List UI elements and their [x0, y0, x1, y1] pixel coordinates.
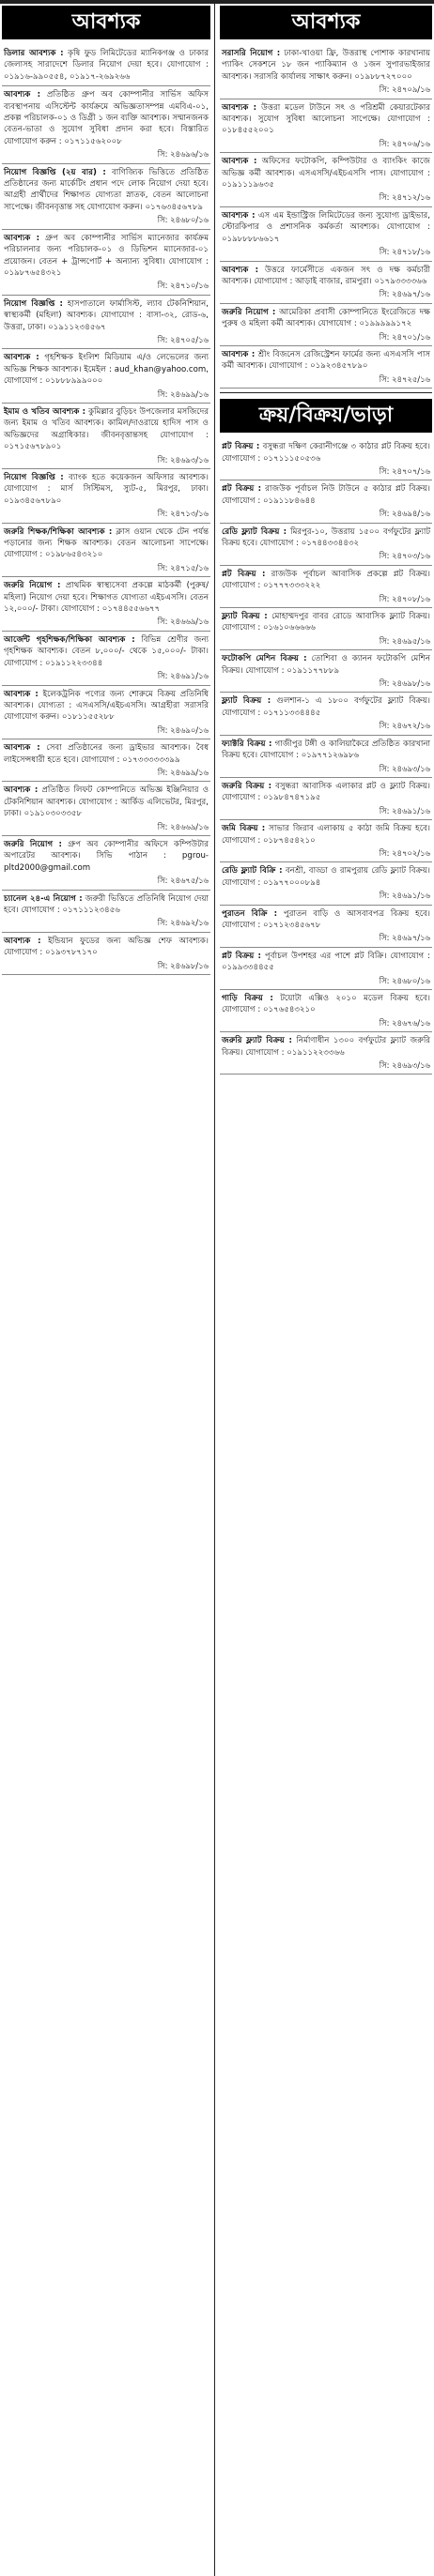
- ad-heading: প্লট বিক্রয় :: [222, 484, 262, 495]
- ad-code: সি: ২৪৬৯৪/১৬: [379, 509, 430, 519]
- ad-heading: নিয়োগ বিজ্ঞপ্তি :: [4, 298, 63, 309]
- ad-code: সি: ২৪৭১২/১৬: [379, 192, 430, 203]
- ad-body: উত্তরা মডেল টাউনে সৎ ও পরিশ্রমী কেয়ারটেকার আবশ্যক। সুযোগ সুবিধা আলোচনা সাপেক্ষে। যোগাযোগ : ০১৮৪৫৫২০০১: [222, 102, 431, 136]
- ad-code: সি: ২৪৬৯৬/১৬: [157, 149, 209, 160]
- classified-ad: [2, 782, 210, 836]
- classified-ad: [220, 346, 432, 389]
- classified-ad: [2, 230, 210, 296]
- ad-body: গাজীপুর টঙ্গী ও কালিয়াকৈরে প্রতিষ্ঠিত কারখানা বিক্রয় হবে। যোগাযোগ : ০১৯৭৭১২৬৯৮৬: [222, 739, 430, 761]
- ad-code: সি: ২৪৭০৯/১৬: [379, 84, 430, 95]
- left-section-header: আবশ্যক: [2, 6, 210, 39]
- classified-ad: [2, 45, 210, 86]
- ad-heading: আবশ্যক :: [222, 210, 256, 221]
- ad-body: বিভিন্ন শ্রেণীর জন্য গৃহশিক্ষক আবশ্যক। বেতন ৮,০০০/- থেকে ১৫,০০০/- টাকা। যোগাযোগ : ০১৯১১২২৩৩৪৪: [4, 634, 209, 668]
- ad-heading: গাড়ি বিক্রয় :: [222, 994, 273, 1003]
- ad-code: সি: ২৪৭০৩/১৬: [379, 551, 430, 561]
- classified-ad: [220, 608, 432, 650]
- ad-code: সি: ২৪৬৭২/১৬: [379, 721, 430, 731]
- ad-heading: পুরাতন বিক্রি :: [222, 908, 278, 919]
- ad-heading: আবশ্যক :: [222, 157, 257, 167]
- classified-ad: [220, 906, 432, 948]
- ad-body: ইন্ডিয়ান ফুডের জন্য অভিজ্ঞ শেফ আবশ্যক। যোগাযোগ : ০১৯৩৭৮৭১৭০: [4, 936, 209, 958]
- ad-heading: আবশ্যক :: [222, 349, 256, 359]
- classified-ad: [220, 99, 432, 154]
- ad-body: রাজউক পূর্বাচল নিউ টাউনে ৫ কাঠার প্লট বিক্রয়। যোগাযোগ : ০১৯১১৮৪৬৪৪: [222, 484, 430, 506]
- ad-code: সি: ২৪৭০২/১৬: [379, 847, 430, 858]
- ad-code: সি: ২৪৬৭৫/১৬: [157, 876, 209, 886]
- ad-heading: জরুরি বিক্রয় :: [222, 781, 272, 791]
- ad-code: সি: ২৪৬৬৯/১৬: [157, 821, 209, 831]
- ad-body: ইলেকট্রনিক পণ্যের জন্য শোরুমে বিক্রয় প্রতিনিধি আবশ্যক। যোগ্যতা : এসএসসি/এইচএসসি। আগ্রহীরা সরাসরি যোগাযোগ করুন। ০১৮১১৫৫২৮৮: [4, 689, 209, 723]
- classified-ad: [2, 86, 210, 163]
- ad-code: সি: ২৪৭১০/১৬: [157, 281, 209, 291]
- ad-code: সি: ২৪৬৭৬/১৬: [379, 1017, 430, 1028]
- classified-ad: [2, 632, 210, 686]
- classified-ad: [2, 836, 210, 891]
- ad-heading: আবশ্যক :: [4, 689, 39, 699]
- ad-heading: আবশ্যক :: [4, 353, 39, 363]
- ad-heading: আর্জেন্ট গৃহশিক্ষক/শিক্ষিকা আবশ্যক :: [4, 634, 135, 645]
- ad-heading: জরুরি নিয়োগ :: [4, 839, 62, 849]
- ad-body: বসুন্ধরা দক্ষিণ কেরানীগঞ্জে ৩ কাঠার প্লট বিক্রয় হবে। যোগাযোগ : ০১৭১১১৫০৫৩৬: [222, 442, 430, 464]
- right-bottom-ads-list: [220, 438, 432, 1075]
- ad-code: সি: ২৪৭১৩/১৬: [157, 509, 209, 519]
- classified-ad: [2, 686, 210, 740]
- ad-body: বসুন্ধরা আবাসিক এলাকার প্লট ও ফ্ল্যাট বিক্রয়। যোগাযোগ : ০১৯৮৪৭৪৭১৯৫: [222, 781, 431, 803]
- ad-code: সি: ২৪৬৯৮/১৬: [379, 678, 430, 689]
- ad-heading: আবশ্যক :: [222, 265, 259, 275]
- ad-body: ঢাকা-খাওয়া ফ্রি, উত্তরাস্থ পোশাক কারখানায় প্যাকিং সেকশনে ১৮ জন প্যাকিম্যান ও ১জন সুপারভাইজার আবশ্যক। সরাসরি কার্যালয় সাক্ষাৎ করুন। ০১৯৮৮৭২৭০০০: [222, 49, 431, 82]
- right-section-header-top: আবশ্যক: [220, 6, 432, 39]
- right-section-header-mid: ক্রয়/বিক্রয়/ভাড়া: [220, 399, 432, 433]
- classified-ad: [220, 650, 432, 693]
- classified-ad: [220, 862, 432, 905]
- ad-body: গৃহশিক্ষক ইংলিশ মিডিয়াম এ/ও লেভেলের জন্য অভিজ্ঞ শিক্ষক আবশ্যক। ইমেইল : aud_khan@yahoo.com, যোগাযোগ : ০১৮৮৮৯৯৯০০০: [4, 353, 209, 387]
- ad-code: সি: ২৪৬৯১/১৬: [379, 891, 430, 901]
- classified-ad: [220, 207, 432, 262]
- ad-body: হাসপাতালে ফার্মাসিস্ট, ল্যাব টেকনিশিয়ান, স্বাস্থ্যকর্মী (মহিলা) আবশ্যক। যোগাযোগ : বাসা-৩২, রোড-৬, উত্তরা, ঢাকা। ০১৯১১২৩৪৫৬৭: [4, 298, 209, 332]
- ad-body: প্রতিষ্ঠিত গ্রুপ অব কোম্পানীর সার্ভিস অফিস ব্যবস্থাপনায় এসিস্টেন্ট কার্যক্রমে অভিজ্ঞতাসম্পন্ন এমবিএ-০১, প্রকল্প পরিচালক-০১ ও ডিগ্রী ১ জন ব্যক্তি আবশ্যক। সম্মানজনক বেতন-ভাতা ও সুযোগ সুবিধা প্রদান করা হবে। বিস্তারিত যোগাযোগ করুন : ০১৭১১৫৬২০০৮: [4, 90, 209, 146]
- classified-ad: [220, 948, 432, 990]
- ad-code: সি: ২৪৬৯০/১৬: [157, 724, 209, 735]
- ad-code: সি: ২৪৭০৭/১৬: [379, 465, 430, 476]
- classified-ad: [2, 577, 210, 632]
- ad-heading: জরুরি ফ্ল্যাট বিক্রয় :: [222, 1036, 292, 1046]
- classified-ad: [220, 45, 432, 99]
- ad-body: শ্রীং বিজনেস রেজিস্ট্রেশন ফার্মের জন্য এসএসসি পাস কর্মী আবশ্যক। যোগাযোগ : ০১৯২৩৪৫৭৮৯০: [222, 349, 431, 372]
- ad-code: সি: ২৪৭২৫/১৬: [379, 373, 430, 384]
- ad-heading: আবশ্যক :: [4, 743, 40, 754]
- ad-code: সি: ২৪৬৯৫/১৬: [379, 635, 430, 646]
- ad-heading: ফ্ল্যাট বিক্রয় :: [222, 696, 271, 707]
- ad-body: গুলশান-১ এ ১৮০০ বর্গফুটের ফ্ল্যাট বিক্রয়। যোগাযোগ : ০১৭১১৩৩৪৪৪৫: [222, 696, 431, 718]
- ad-body: মোহাম্মদপুর বাবর রোডে আবাসিক ফ্ল্যাট বিক্রয়। যোগাযোগ : ০১৬১০৬৬৬৬৬: [222, 612, 430, 633]
- ad-body: পুরাতন বাড়ি ও আসবাবপত্র বিক্রয় হবে। যোগাযোগ : ০১৭১২৩৪৫৬৭৮: [222, 908, 430, 930]
- ad-heading: জরুরি নিয়োগ :: [222, 307, 276, 317]
- ad-body: গ্রুপ অব কোম্পানীর অফিসে কম্পিউটার অপারেটর আবশ্যক। সিভি পাঠান : pgrou-pltd2000@gmail.com: [4, 839, 209, 873]
- right-top-ads-list: [220, 45, 432, 389]
- ad-body: জরুরী ভিত্তিতে প্রতিনিধি নিয়োগ দেয়া হবে। যোগাযোগ : ০১৭১১১২৩৪৫৬: [4, 893, 209, 915]
- ad-heading: জরুরি নিয়োগ :: [4, 581, 61, 591]
- ad-heading: জরুরি শিক্ষক/শিক্ষিকা আবশ্যক :: [4, 526, 113, 537]
- ad-body: প্রাথমিক স্বাস্থ্যসেবা প্রকল্পে মাঠকর্মী (পুরুষ/মহিলা) নিয়োগ দেয়া হবে। শিক্ষাগত যোগ্যতা এইচএসসি। বেতন ১২,০০০/- টাকা। যোগাযোগ : ০১৭৪৪৫৫৬৬৭৭: [4, 581, 209, 615]
- ad-body: পূর্বাচল উপশহর এর পাশে প্লট বিক্রি। যোগাযোগ : ০১৯৯৩৩৪৪৫৫: [222, 951, 430, 973]
- ad-code: সি: ২৪৭০৫/১৬: [157, 334, 209, 344]
- classified-ad: [220, 480, 432, 523]
- ad-code: সি: ২৪৬৮০/১৬: [379, 975, 430, 985]
- ad-body: নির্মাণাধীন ১৩০০ বর্গফুটের ফ্ল্যাট জরুরি বিক্রয়। যোগাযোগ : ০১৯১১২২৩৩৬৬: [222, 1036, 431, 1058]
- ad-heading: আবশ্যক :: [222, 102, 257, 113]
- ad-heading: প্লট বিক্রয় :: [222, 442, 260, 452]
- right-column: [220, 0, 432, 2576]
- ad-code: সি: ২৪৬৯১/১৬: [379, 805, 430, 815]
- ad-heading: রেডি ফ্ল্যাট বিক্রি :: [222, 866, 283, 876]
- ad-code: সি: ২৪৬৯৩/১৬: [379, 1060, 430, 1071]
- ad-body: এস এম ইন্ডাস্ট্রিজ লিমিটেডের জন্য সুযোগ্য ড্রাইভার, স্টোরকিপার ও প্রশাসনিক কর্মকর্তা আবশ্যক। যোগাযোগ : ০১৯৮৮৮৮৬৬১৭: [222, 210, 431, 244]
- ad-heading: চ্যানেল ২৪-এ নিয়োগ :: [4, 893, 83, 904]
- ad-code: সি: ২৪৬৯৯/১৬: [157, 389, 209, 399]
- ad-heading: আবশ্যক :: [4, 785, 39, 796]
- ad-heading: প্লট বিক্রয় :: [222, 569, 266, 579]
- ad-body: ক্লাস ওয়ান থেকে টেন পর্যন্ত পড়ানোর জন্য শিক্ষক আবশ্যক। বেতন আলোচনা সাপেক্ষে। যোগাযোগ : ০১৯৮৬৫৪৩২১০: [4, 526, 209, 560]
- ad-body: কুমিল্লার বুড়িচং উপজেলার মসজিদের জন্য ইমাম ও খতিব আবশ্যক। কামিল/দাওরায়ে হাদিস পাস ও অভিজ্ঞদের অগ্রাধিকার। জীবনবৃত্তান্তসহ যোগাযোগ : ০১৭১৫৬৭৮৯০১: [4, 406, 209, 452]
- classified-ad: [220, 262, 432, 304]
- ad-heading: সরাসরি নিয়োগ :: [222, 49, 281, 58]
- ad-code: সি: ২৪৬৬৯/১৬: [157, 617, 209, 627]
- ad-code: সি: ২৪৬৯৯/১৬: [157, 767, 209, 777]
- classified-ad: [220, 990, 432, 1032]
- classified-ad: [2, 739, 210, 782]
- ad-heading: ডিলার আবশ্যক :: [4, 49, 64, 58]
- classified-ad: [220, 153, 432, 207]
- ad-body: বনশ্রী, বাড্ডা ও রামপুরায় রেডি ফ্ল্যাট বিক্রয়। যোগাযোগ : ০১৯৭৭০০০৮৯৪: [222, 866, 430, 888]
- ad-code: সি: ২৪৬৯৭/১৬: [379, 933, 430, 943]
- classified-ad: [2, 469, 210, 524]
- ad-code: সি: ২৪৭১৫/১৬: [157, 562, 209, 572]
- ad-body: কৃষি ফুড লিমিটেডের ম্যানিকগঞ্জ ও ঢাকার জেলাসহ সারাদেশে ডিলার নিয়োগ দেয়া হবে। যোগাযোগ : ০১৯১৬-৯৯০৫৫৪, ০১৯১৭-২৬৯২৬৬: [4, 49, 209, 82]
- left-ads-list: [2, 45, 210, 975]
- ad-body: বাণিজ্যিক ভিত্তিতে প্রতিষ্ঠিত প্রতিষ্ঠানের জন্য মার্কেটিং প্রধান পদে লোক নিয়োগ দেয়া হবে। আগ্রহী প্রার্থীদের শিক্ষাগত যোগ্যতা স্নাতক, বেতন আলোচনা সাপেক্ষে। জীবনবৃত্তান্ত সহ যোগাযোগ করুন। ০১৭৬৩৪৫৬৭৮৯: [4, 167, 209, 212]
- classified-ad: [220, 438, 432, 480]
- classified-ad: [220, 1032, 432, 1075]
- ad-code: সি: ২৪৭১৮/১৬: [379, 247, 430, 257]
- ad-code: সি: ২৪৭০১/১৬: [379, 331, 430, 342]
- classified-ad: [220, 524, 432, 566]
- ad-body: প্রতিষ্ঠিত লিফট কোম্পানিতে অভিজ্ঞ ইঞ্জিনিয়ার ও টেকনিশিয়ান আবশ্যক। যোগাযোগ : আর্কিড এলিভেটর, মিরপুর, ঢাকা। ০১৯১০৩০৩৩৫৮: [4, 785, 209, 819]
- ad-code: সি: ২৪৭০৮/১৬: [379, 593, 430, 603]
- ad-heading: ইমাম ও খতিব আবশ্যক :: [4, 406, 86, 417]
- ad-code: সি: ২৪৬৯৩/১৬: [157, 454, 209, 465]
- classified-ad: [220, 566, 432, 608]
- section-divider: [220, 392, 432, 393]
- ad-body: আমেরিকা প্রবাসী কোম্পানিতে ইংরেজিতে দক্ষ পুরুষ ও মহিলা কর্মী আবশ্যক। যোগাযোগ : ০১৯৯৯৯৯১৭২: [222, 307, 431, 329]
- ad-code: সি: ২৪৭০৬/১৬: [379, 138, 430, 148]
- ad-heading: রেডি ফ্ল্যাট বিক্রয় :: [222, 526, 287, 537]
- ad-heading: প্লট বিক্রয় :: [222, 951, 261, 961]
- classified-ad: [2, 404, 210, 469]
- ad-code: সি: ২৪৬৯৩/১৬: [379, 763, 430, 773]
- ad-heading: ফটোকপি মেশিন বিক্রয় :: [222, 654, 307, 664]
- ad-body: মিরপুর-১০, উত্তরায় ১৫০০ বর্গফুটের ফ্ল্যাট বিক্রয় হবে। যোগাযোগ : ০১৭৪৪৩৩৪৪৩২: [222, 526, 431, 548]
- ad-heading: নিয়োগ বিজ্ঞপ্তি (২য় বার) :: [4, 167, 106, 177]
- ad-heading: আবশ্যক :: [4, 90, 41, 100]
- classified-ad: [2, 933, 210, 975]
- ad-code: সি: ২৪৬৯৭/১৬: [379, 289, 430, 299]
- column-divider: [214, 0, 215, 2576]
- ad-body: উত্তরে ফার্মেসীতে একজন সৎ ও দক্ষ কর্মচারী আবশ্যক। যোগাযোগ : আড়াই বাজার, রামপুরা। ০১৭৯৩৩৩৩৬৬: [222, 265, 431, 286]
- ad-code: সি: ২৪৬৯৮/১৬: [157, 960, 209, 970]
- classified-ad: [2, 296, 210, 350]
- ad-heading: আবশ্যক :: [4, 936, 41, 946]
- classified-ad: [220, 693, 432, 735]
- ad-body: রাজউক পূর্বাচল আবাসিক প্রকল্পে প্লট বিক্রয়। যোগাযোগ : ০১৭৭৭৩৩৩২২২: [222, 569, 431, 591]
- classified-ad: [220, 736, 432, 778]
- classified-ad: [220, 304, 432, 346]
- ad-heading: ফ্যাক্টরি বিক্রয় :: [222, 739, 272, 749]
- ad-code: সি: ২৪৬৯১/১৬: [157, 671, 209, 681]
- classified-ad: [220, 820, 432, 862]
- classified-ad: [220, 778, 432, 820]
- ad-code: সি: ২৪৬৮০/১৬: [157, 215, 209, 225]
- ad-heading: ফ্ল্যাট বিক্রয় :: [222, 612, 268, 622]
- classified-ad: [2, 524, 210, 578]
- ad-heading: আবশ্যক :: [4, 233, 40, 243]
- ad-code: সি: ২৪৬৯২/১৬: [157, 918, 209, 928]
- ad-body: সেবা প্রতিষ্ঠানের জন্য ড্রাইভার আবশ্যক। বৈধ লাইসেন্সধারী হতে হবে। যোগাযোগ : ০১৭৩৩৩৩৩৩৯৯: [4, 743, 209, 765]
- classified-ad: [2, 349, 210, 404]
- classified-ad: [2, 164, 210, 230]
- ad-heading: নিয়োগ বিজ্ঞপ্তি :: [4, 473, 64, 482]
- ad-heading: জমি বিক্রয় :: [222, 824, 266, 834]
- ad-body: ব্যাংক হতে কয়েকজন অফিসার আবশ্যক। যোগাযোগ : মার্স সিস্টিমস, স্যুট-৫, মিরপুর, ঢাকা। ০১৯৩৪৫৬৭৮৯০: [4, 473, 209, 506]
- classified-ad: [2, 891, 210, 933]
- ad-body: সাভার জিরাব এলাকায় ৫ কাঠা জমি বিক্রয় হবে। যোগাযোগ : ০১৮৭৪৫৪২১০: [222, 824, 430, 846]
- left-column: [2, 0, 210, 2576]
- ad-body: গ্রুপ অব কোম্পানীর সার্ভিস ম্যানেজার কার্যক্রম পরিচালনার জন্য পরিচালক-০১ ও ডিভিশন ম্যানেজার-০১ প্রয়োজন। বেতন + ট্রান্সপোর্ট + অন্যান্য সুবিধা। যোগাযোগ : ০১৯৮৭৬৫৪৩২১: [4, 233, 209, 278]
- ad-body: টয়োটা এক্সিও ২০১০ মডেল বিক্রয় হবে। যোগাযোগ : ০১৭৬৫৪৩২১০: [222, 994, 430, 1015]
- ad-body: তোশিবা ও ক্যানন ফটোকপি মেশিন বিক্রয়। যোগাযোগ : ০১৯১১৭৭৮৮৯: [222, 654, 431, 676]
- ad-body: অফিসের ফটোকপি, কম্পিউটার ও ব্যাংকিং কাজে অভিজ্ঞ কর্মী আবশ্যক। এসএসসি/এইচএসসি পাস। যোগাযোগ : ০১৯১১১৯৬৩৫: [222, 157, 430, 191]
